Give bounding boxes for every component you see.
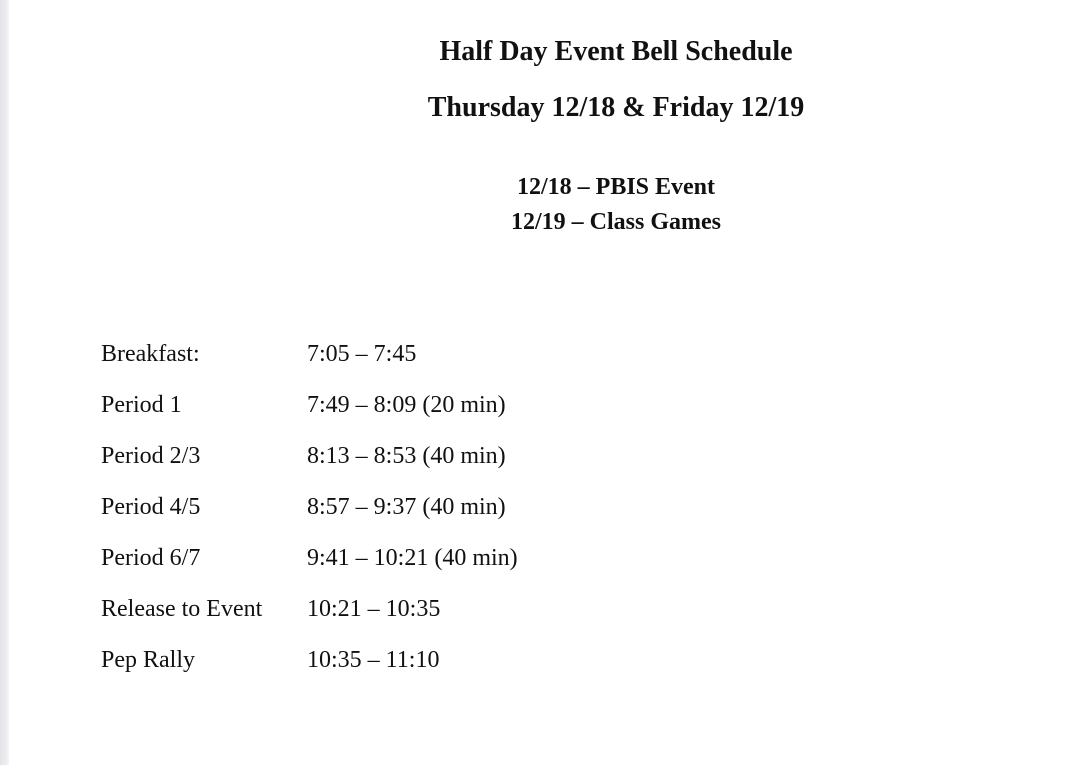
page-edge [0,0,9,765]
document-subtitle: Thursday 12/18 & Friday 12/19 [427,92,805,123]
schedule-row-breakfast [101,337,701,388]
schedule-time: 8:13 – 8:53 (40 min) [307,443,506,469]
schedule-label: Period 1 [101,392,182,418]
schedule-row-period-6-7 [101,541,701,592]
schedule-label: Breakfast: [101,341,200,367]
schedule-time: 10:35 – 11:10 [307,647,440,673]
schedule-label: Period 2/3 [101,443,201,469]
document-title: Half Day Event Bell Schedule [439,36,793,67]
schedule-row-release-to-event [101,592,701,643]
schedule-time: 8:57 – 9:37 (40 min) [307,494,506,520]
schedule-label: Release to Event [101,596,263,622]
schedule-label: Pep Rally [101,647,195,673]
schedule-time: 9:41 – 10:21 (40 min) [307,545,518,571]
event-line-class-games: 12/19 – Class Games [511,209,721,235]
schedule-label: Period 6/7 [101,545,201,571]
schedule-time: 7:49 – 8:09 (20 min) [307,392,506,418]
schedule-row-period-1 [101,388,701,439]
schedule-label: Period 4/5 [101,494,201,520]
schedule-row-period-4-5 [101,490,701,541]
schedule-time: 7:05 – 7:45 [307,341,417,367]
schedule-time: 10:21 – 10:35 [307,596,441,622]
document-page [9,0,1074,765]
event-line-pbis: 12/18 – PBIS Event [516,174,716,200]
schedule-row-period-2-3 [101,439,701,490]
bell-schedule [101,337,701,694]
schedule-row-pep-rally [101,643,701,694]
